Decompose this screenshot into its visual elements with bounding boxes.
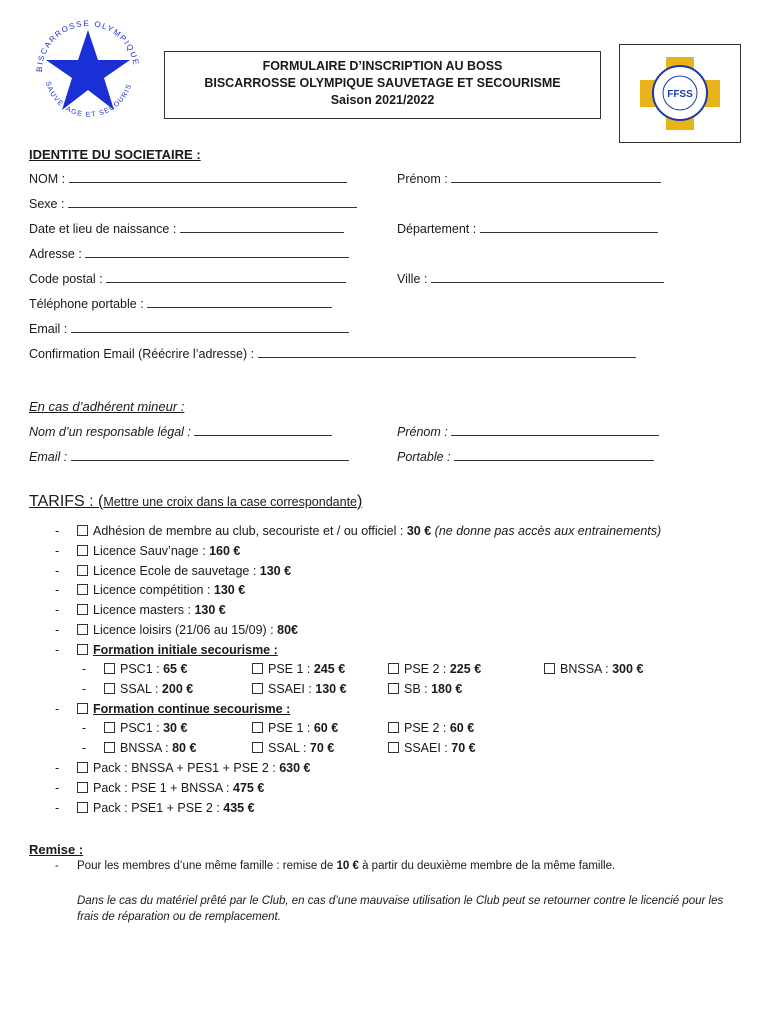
checkbox[interactable] bbox=[77, 782, 88, 793]
option-price: 180 € bbox=[431, 682, 463, 696]
code-postal-label: Code postal : bbox=[29, 272, 103, 286]
form-title: FORMULAIRE D’INSCRIPTION AU BOSS bbox=[262, 59, 503, 73]
tarif-item[interactable]: - Adhésion de membre au club, secouriste et / ou officiel : 30 € (ne donne pas accès aux entrainements) bbox=[55, 524, 662, 538]
mineur-email-input-line[interactable] bbox=[71, 450, 349, 461]
option-label: PSE 1 : bbox=[268, 721, 314, 735]
mineur-prenom-field[interactable] bbox=[397, 425, 659, 439]
option-label: PSC1 : bbox=[120, 721, 164, 735]
adresse-field[interactable] bbox=[29, 247, 349, 261]
checkbox[interactable] bbox=[252, 683, 263, 694]
mineur-portable-input-line[interactable] bbox=[454, 450, 654, 461]
checkbox[interactable] bbox=[77, 545, 88, 556]
formation-option[interactable] bbox=[252, 721, 338, 735]
checkbox[interactable] bbox=[252, 742, 263, 753]
tarifs-title-text: TARIFS : ( bbox=[29, 493, 104, 510]
checkbox[interactable] bbox=[77, 703, 88, 714]
naissance-input-line[interactable] bbox=[180, 222, 344, 233]
option-price: 60 € bbox=[313, 721, 339, 735]
tarif-item[interactable]: - Licence Ecole de sauvetage : 130 € bbox=[55, 563, 292, 578]
option-label: SSAL : bbox=[268, 741, 310, 755]
tarif-price: 30 € bbox=[406, 524, 432, 538]
naissance-label: Date et lieu de naissance : bbox=[29, 222, 177, 236]
departement-label: Département : bbox=[397, 222, 477, 236]
ville-input-line[interactable] bbox=[431, 272, 664, 283]
identite-title: IDENTITE DU SOCIETAIRE : bbox=[29, 147, 201, 162]
sub-row-dash: - bbox=[82, 662, 87, 676]
checkbox[interactable] bbox=[77, 762, 88, 773]
code-postal-input-line[interactable] bbox=[106, 272, 346, 283]
tarif-label: Adhésion de membre au club, secouriste et / ou officiel : bbox=[93, 524, 407, 538]
formation-option[interactable] bbox=[104, 662, 187, 676]
mineur-email-field[interactable] bbox=[29, 450, 349, 464]
option-price: 80 € bbox=[172, 741, 197, 755]
code-postal-field[interactable] bbox=[29, 272, 346, 286]
tarifs-title bbox=[29, 493, 362, 511]
option-price: 70 € bbox=[309, 741, 335, 755]
tarif-label: Licence Ecole de sauvetage : bbox=[93, 563, 260, 578]
option-label: BNSSA : bbox=[560, 662, 613, 676]
checkbox[interactable] bbox=[252, 722, 263, 733]
formation-option[interactable] bbox=[388, 721, 474, 735]
formation-option[interactable] bbox=[388, 682, 462, 696]
federation-logo bbox=[620, 45, 740, 142]
logo-text-bottom: SAUVETAGE ET SECOURIS bbox=[43, 80, 134, 119]
checkbox[interactable] bbox=[77, 584, 88, 595]
season: Saison 2021/2022 bbox=[330, 93, 435, 107]
tarif-item[interactable]: - Licence masters : 130 € bbox=[55, 603, 226, 618]
nom-input-line[interactable] bbox=[69, 172, 347, 183]
option-price: 200 € bbox=[161, 682, 194, 696]
remise-note: Dans le cas du matériel prêté par le Club, en cas d’une mauvaise utilisation le Club peut se retourner contre le licencié pour les frais de réparation ou de remplacement. bbox=[77, 895, 724, 923]
federation-logo-box bbox=[619, 44, 741, 143]
option-price: 300 € bbox=[612, 662, 644, 676]
mineur-email-label: Email : bbox=[29, 450, 68, 464]
formation-initiale-row[interactable]: - Formation initiale secourisme : bbox=[55, 643, 278, 657]
adresse-label: Adresse : bbox=[29, 247, 82, 261]
email-input-line[interactable] bbox=[71, 322, 349, 333]
checkbox[interactable] bbox=[104, 742, 115, 753]
club-name: BISCARROSSE OLYMPIQUE SAUVETAGE ET SECOURISME bbox=[204, 76, 561, 90]
ville-field[interactable] bbox=[397, 272, 664, 286]
tarif-price: 130 € bbox=[194, 603, 226, 618]
email-label: Email : bbox=[29, 322, 68, 336]
pack-label: Pack : BNSSA + PES1 + PSE 2 : bbox=[93, 761, 280, 775]
option-label: SSAEI : bbox=[404, 741, 452, 755]
prenom-label: Prénom : bbox=[397, 172, 448, 186]
nom-field[interactable] bbox=[29, 172, 347, 186]
option-label: PSC1 : bbox=[120, 662, 164, 676]
adresse-input-line[interactable] bbox=[85, 247, 349, 258]
option-label: PSE 1 : bbox=[268, 662, 314, 676]
responsable-input-line[interactable] bbox=[194, 425, 332, 436]
pack-item[interactable]: - Pack : PSE 1 + BNSSA : 475 € bbox=[55, 780, 265, 795]
formation-option[interactable] bbox=[252, 741, 334, 755]
club-logo bbox=[28, 12, 148, 132]
formation-option[interactable] bbox=[104, 741, 196, 755]
departement-field[interactable] bbox=[397, 222, 658, 236]
remise-title: Remise : bbox=[29, 842, 84, 857]
tarif-price: 80€ bbox=[277, 623, 298, 637]
tarif-item[interactable]: - Licence compétition : 130 € bbox=[55, 583, 246, 598]
tarif-label: Licence masters : bbox=[93, 603, 195, 618]
option-label: PSE 2 : bbox=[404, 662, 450, 676]
checkbox[interactable] bbox=[104, 683, 115, 694]
telephone-field[interactable] bbox=[29, 297, 332, 311]
mineur-prenom-input-line[interactable] bbox=[451, 425, 659, 436]
tarif-price: 130 € bbox=[259, 563, 292, 578]
remise-text-a: Pour les membres d’une même famille : remise de bbox=[77, 860, 337, 872]
tarif-label: Licence Sauv’nage : bbox=[93, 543, 210, 558]
tarif-item[interactable]: - Licence loisirs (21/06 au 15/09) : 80€ bbox=[55, 623, 298, 637]
option-price: 60 € bbox=[449, 721, 475, 735]
tarif-price: 130 € bbox=[213, 583, 246, 598]
formation-continue-title: Formation continue secourisme : bbox=[93, 702, 291, 716]
telephone-input-line[interactable] bbox=[147, 297, 332, 308]
checkbox[interactable] bbox=[104, 663, 115, 674]
confirmation-email-label: Confirmation Email (Réécrire l’adresse) : bbox=[29, 347, 255, 361]
checkbox[interactable] bbox=[77, 644, 88, 655]
tarif-item[interactable]: - Licence Sauv’nage : 160 € bbox=[55, 543, 241, 558]
remise-amount: 10 € bbox=[336, 860, 359, 872]
option-price: 30 € bbox=[163, 721, 188, 735]
ville-label: Ville : bbox=[397, 272, 428, 286]
logo-text-top: BISCARROSSE OLYMPIQUE bbox=[34, 18, 141, 73]
checkbox[interactable] bbox=[104, 722, 115, 733]
formation-initiale-title: Formation initiale secourisme : bbox=[93, 643, 278, 657]
checkbox[interactable] bbox=[77, 624, 88, 635]
checkbox[interactable] bbox=[388, 663, 399, 674]
formation-option[interactable] bbox=[544, 662, 643, 676]
sub-row-dash: - bbox=[82, 741, 87, 755]
svg-text:FFSS: FFSS bbox=[667, 89, 693, 100]
remise-text-b: à partir du deuxième membre de la même famille. bbox=[358, 860, 616, 872]
checkbox[interactable] bbox=[388, 722, 399, 733]
confirmation-email-input-line[interactable] bbox=[258, 347, 636, 358]
naissance-field[interactable] bbox=[29, 222, 344, 236]
nom-label: NOM : bbox=[29, 172, 66, 186]
checkbox[interactable] bbox=[77, 525, 88, 536]
formation-option[interactable] bbox=[252, 682, 347, 696]
remise-line: - Pour les membres d’une même famille : remise de 10 € à partir du deuxième membre de la même famille. bbox=[55, 860, 616, 872]
option-label: BNSSA : bbox=[120, 741, 173, 755]
sub-row-dash: - bbox=[82, 721, 87, 735]
form-title-box bbox=[164, 51, 601, 119]
departement-input-line[interactable] bbox=[480, 222, 658, 233]
pack-item[interactable]: - Pack : PSE1 + PSE 2 : 435 € bbox=[55, 800, 255, 815]
mineur-prenom-label: Prénom : bbox=[397, 425, 448, 439]
mineur-portable-field[interactable] bbox=[397, 450, 654, 464]
checkbox[interactable] bbox=[544, 663, 555, 674]
checkbox[interactable] bbox=[388, 683, 399, 694]
sexe-input-line[interactable] bbox=[68, 197, 357, 208]
pack-price: 630 € bbox=[279, 761, 311, 775]
pack-label: Pack : PSE 1 + BNSSA : bbox=[93, 780, 233, 795]
tarifs-subtitle: Mettre une croix dans la case correspondante bbox=[103, 495, 357, 509]
pack-price: 435 € bbox=[223, 800, 255, 815]
checkbox[interactable] bbox=[388, 742, 399, 753]
option-price: 65 € bbox=[163, 662, 188, 676]
responsable-label: Nom d’un responsable légal : bbox=[29, 425, 191, 439]
tarifs-close: ) bbox=[357, 493, 363, 510]
checkbox[interactable] bbox=[77, 802, 88, 813]
option-price: 70 € bbox=[451, 741, 476, 755]
option-label: SSAL : bbox=[120, 682, 162, 696]
tarif-label: Licence compétition : bbox=[93, 583, 214, 598]
prenom-input-line[interactable] bbox=[451, 172, 661, 183]
pack-label: Pack : PSE1 + PSE 2 : bbox=[93, 800, 224, 815]
tarif-price: 160 € bbox=[209, 543, 241, 558]
checkbox[interactable] bbox=[252, 663, 263, 674]
option-label: PSE 2 : bbox=[404, 721, 450, 735]
telephone-label: Téléphone portable : bbox=[29, 297, 144, 311]
formation-option[interactable] bbox=[252, 662, 345, 676]
formation-option[interactable] bbox=[104, 682, 193, 696]
option-price: 130 € bbox=[315, 682, 347, 696]
pack-item[interactable]: - Pack : BNSSA + PES1 + PSE 2 : 630 € bbox=[55, 761, 311, 775]
option-price: 225 € bbox=[449, 662, 482, 676]
formation-option[interactable] bbox=[104, 721, 187, 735]
mineur-portable-label: Portable : bbox=[397, 450, 451, 464]
tarif-label: Licence loisirs (21/06 au 15/09) : bbox=[93, 623, 278, 637]
prenom-field[interactable] bbox=[397, 172, 661, 186]
option-price: 245 € bbox=[313, 662, 346, 676]
option-label: SB : bbox=[404, 682, 432, 696]
sub-row-dash: - bbox=[82, 682, 87, 696]
sexe-field[interactable] bbox=[29, 197, 357, 211]
option-label: SSAEI : bbox=[268, 682, 316, 696]
sexe-label: Sexe : bbox=[29, 197, 65, 211]
formation-option[interactable] bbox=[388, 741, 476, 755]
tarif-note: (ne donne pas accès aux entrainements) bbox=[431, 524, 662, 538]
checkbox[interactable] bbox=[77, 604, 88, 615]
responsable-field[interactable] bbox=[29, 425, 332, 439]
email-field[interactable] bbox=[29, 322, 349, 336]
formation-continue-row[interactable]: - Formation continue secourisme : bbox=[55, 702, 291, 716]
mineur-title: En cas d’adhérent mineur : bbox=[29, 399, 185, 414]
confirmation-email-field[interactable] bbox=[29, 347, 636, 361]
checkbox[interactable] bbox=[77, 565, 88, 576]
formation-option[interactable] bbox=[388, 662, 481, 676]
pack-price: 475 € bbox=[233, 780, 265, 795]
